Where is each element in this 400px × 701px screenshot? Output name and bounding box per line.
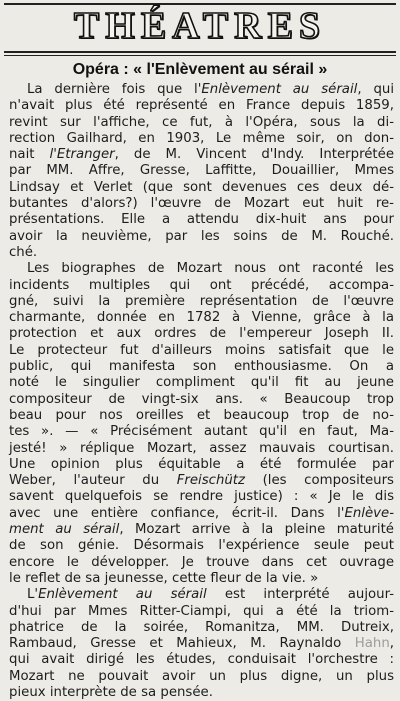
text-segment: avoir la neuvième, par les soins de M. Rouché. bbox=[9, 228, 394, 244]
text-segment: jesté! » réplique Mozart, assez mauvais courtisan. bbox=[9, 440, 394, 456]
text-segment: Mozart ne pouvait avoir un plus digne, un plus bbox=[9, 668, 394, 684]
text-line bbox=[9, 131, 394, 147]
text-line bbox=[9, 310, 394, 326]
text-segment: , Mozart arrive à la pleine maturité bbox=[119, 522, 394, 538]
text-line bbox=[9, 180, 394, 196]
italic-title-text: Enlèvement au sérail bbox=[38, 587, 207, 603]
text-line bbox=[9, 278, 394, 294]
text-segment: ché. bbox=[9, 244, 38, 260]
text-line bbox=[9, 457, 394, 473]
text-segment: le reflet de sa jeunesse, cette fleur de la vie. » bbox=[9, 570, 319, 586]
text-line bbox=[9, 375, 394, 391]
text-line bbox=[9, 652, 394, 668]
text-line bbox=[9, 359, 394, 375]
text-line bbox=[9, 669, 394, 685]
text-line bbox=[9, 245, 394, 261]
text-line bbox=[9, 212, 394, 228]
text-line bbox=[9, 261, 394, 277]
text-segment: compositeur de vingt-six ans. « Beaucoup trop bbox=[9, 391, 394, 407]
text-line bbox=[9, 571, 394, 587]
text-segment: est interprété aujour- bbox=[206, 587, 395, 603]
text-segment: qui avait dirigé les études, conduisait l'orchestre : bbox=[9, 652, 394, 668]
text-line bbox=[9, 636, 394, 652]
section-masthead bbox=[0, 4, 400, 48]
text-line bbox=[9, 473, 394, 489]
text-segment: présentations. Elle a attendu dix-huit ans pour bbox=[9, 212, 394, 228]
text-segment: avec une entière confiance, écrit-il. Dans l' bbox=[9, 505, 345, 521]
text-segment: encore le développer. Je trouve dans cet ouvrage bbox=[9, 554, 394, 570]
text-segment: gné, suivi la première représentation de l'œuvre bbox=[9, 293, 394, 309]
text-segment: butantes d'alors?) l'œuvre de Mozart eut huit re- bbox=[9, 196, 394, 212]
article-title: Opéra : « l'Enlèvement au sérail » bbox=[72, 61, 328, 78]
article-paragraph bbox=[9, 82, 394, 261]
text-line bbox=[9, 82, 394, 98]
text-segment: Lindsay et Verlet (que sont devenues ces deux dé- bbox=[9, 179, 394, 195]
text-line bbox=[9, 522, 394, 538]
italic-title-text: Enlève- bbox=[344, 505, 394, 521]
text-segment: (les compositeurs bbox=[245, 473, 394, 489]
text-line bbox=[9, 294, 394, 310]
text-line bbox=[9, 147, 394, 163]
text-line bbox=[9, 408, 394, 424]
italic-title-text: Freischütz bbox=[176, 473, 245, 489]
italic-title-text: l'Etranger bbox=[49, 147, 115, 163]
text-segment: Rambaud, Gresse et Mahieux, M. Raynaldo bbox=[9, 636, 355, 652]
text-segment: noté le singulier compliment qu'il fit au jeune bbox=[9, 375, 394, 391]
text-line bbox=[9, 229, 394, 245]
text-line bbox=[9, 555, 394, 571]
text-line bbox=[9, 538, 394, 554]
text-line bbox=[9, 620, 394, 636]
text-segment: revint sur l'affiche, ce fut, à l'Opéra, sous la di- bbox=[9, 114, 394, 130]
text-segment: pieux interprète de sa pensée. bbox=[9, 684, 213, 700]
text-line bbox=[9, 98, 394, 114]
text-segment: d'hui par Mmes Ritter-Ciampi, qui a été la triom- bbox=[9, 603, 394, 619]
text-segment: savent quelquefois se rendre justice) : « Je le dis bbox=[9, 489, 394, 505]
masthead-bottom-rule bbox=[4, 51, 396, 53]
text-segment: protection et aux ordres de l'empereur Joseph II. bbox=[9, 326, 394, 342]
text-segment: L' bbox=[27, 587, 39, 603]
text-segment: , qui bbox=[357, 82, 395, 97]
text-line bbox=[9, 326, 394, 342]
text-segment: Une opinion plus équitable a été formulée par bbox=[9, 456, 394, 472]
text-segment: Le protecteur fut d'ailleurs moins satisfait que le bbox=[9, 342, 394, 358]
text-segment: de son génie. Désormais l'expérience seule peut bbox=[9, 538, 394, 554]
text-line bbox=[9, 685, 394, 701]
text-segment: La dernière fois que l' bbox=[27, 82, 202, 97]
text-line bbox=[9, 163, 394, 179]
italic-title-text: Enlèvement au sérail bbox=[201, 82, 358, 97]
text-segment: incidents multiples qui ont précédé, accompa- bbox=[9, 277, 394, 293]
article-paragraph bbox=[9, 587, 394, 701]
article-paragraph bbox=[9, 261, 394, 587]
text-segment: phatrice de la soirée, Romanitza, MM. Dutreix, bbox=[9, 619, 394, 635]
text-line bbox=[9, 489, 394, 505]
text-line bbox=[9, 343, 394, 359]
text-segment: , bbox=[389, 636, 394, 652]
text-segment: rection Gailhard, en 1903, Le même soir, on don- bbox=[9, 130, 394, 146]
text-segment: tes ». — « Précisément autant qu'il en faut, Ma- bbox=[9, 424, 394, 440]
text-segment: beau pour nos oreilles et beaucoup trop de no- bbox=[9, 407, 394, 423]
text-line bbox=[9, 392, 394, 408]
text-segment: charmante, donnée en 1782 à Vienne, grâce à la bbox=[9, 310, 394, 326]
text-segment: Les biographes de Mozart nous ont raconté les bbox=[27, 261, 394, 277]
text-line bbox=[9, 604, 394, 620]
text-segment: Weber, l'auteur du bbox=[9, 473, 177, 489]
text-line bbox=[9, 115, 394, 131]
masthead-bottom-rule-thin bbox=[4, 55, 396, 56]
masthead-text: THÉATRES bbox=[73, 5, 327, 47]
article-body bbox=[9, 82, 394, 701]
text-line bbox=[9, 506, 394, 522]
text-segment: n'avait plus été représenté en France depuis 1859, bbox=[9, 98, 394, 114]
text-segment: par MM. Affre, Gresse, Laffitte, Douaillier, Mmes bbox=[9, 163, 394, 179]
text-line bbox=[9, 441, 394, 457]
italic-title-text: ment au sérail bbox=[9, 522, 120, 538]
text-segment: , de M. Vincent d'Indy. Interprétée bbox=[114, 147, 394, 163]
text-line bbox=[9, 587, 394, 603]
text-line bbox=[9, 196, 394, 212]
text-segment: public, qui manifesta son enthousiasme. On a bbox=[9, 359, 394, 375]
text-line bbox=[9, 424, 394, 440]
text-segment: nait bbox=[9, 147, 50, 163]
text-segment: Hahn bbox=[354, 636, 390, 652]
